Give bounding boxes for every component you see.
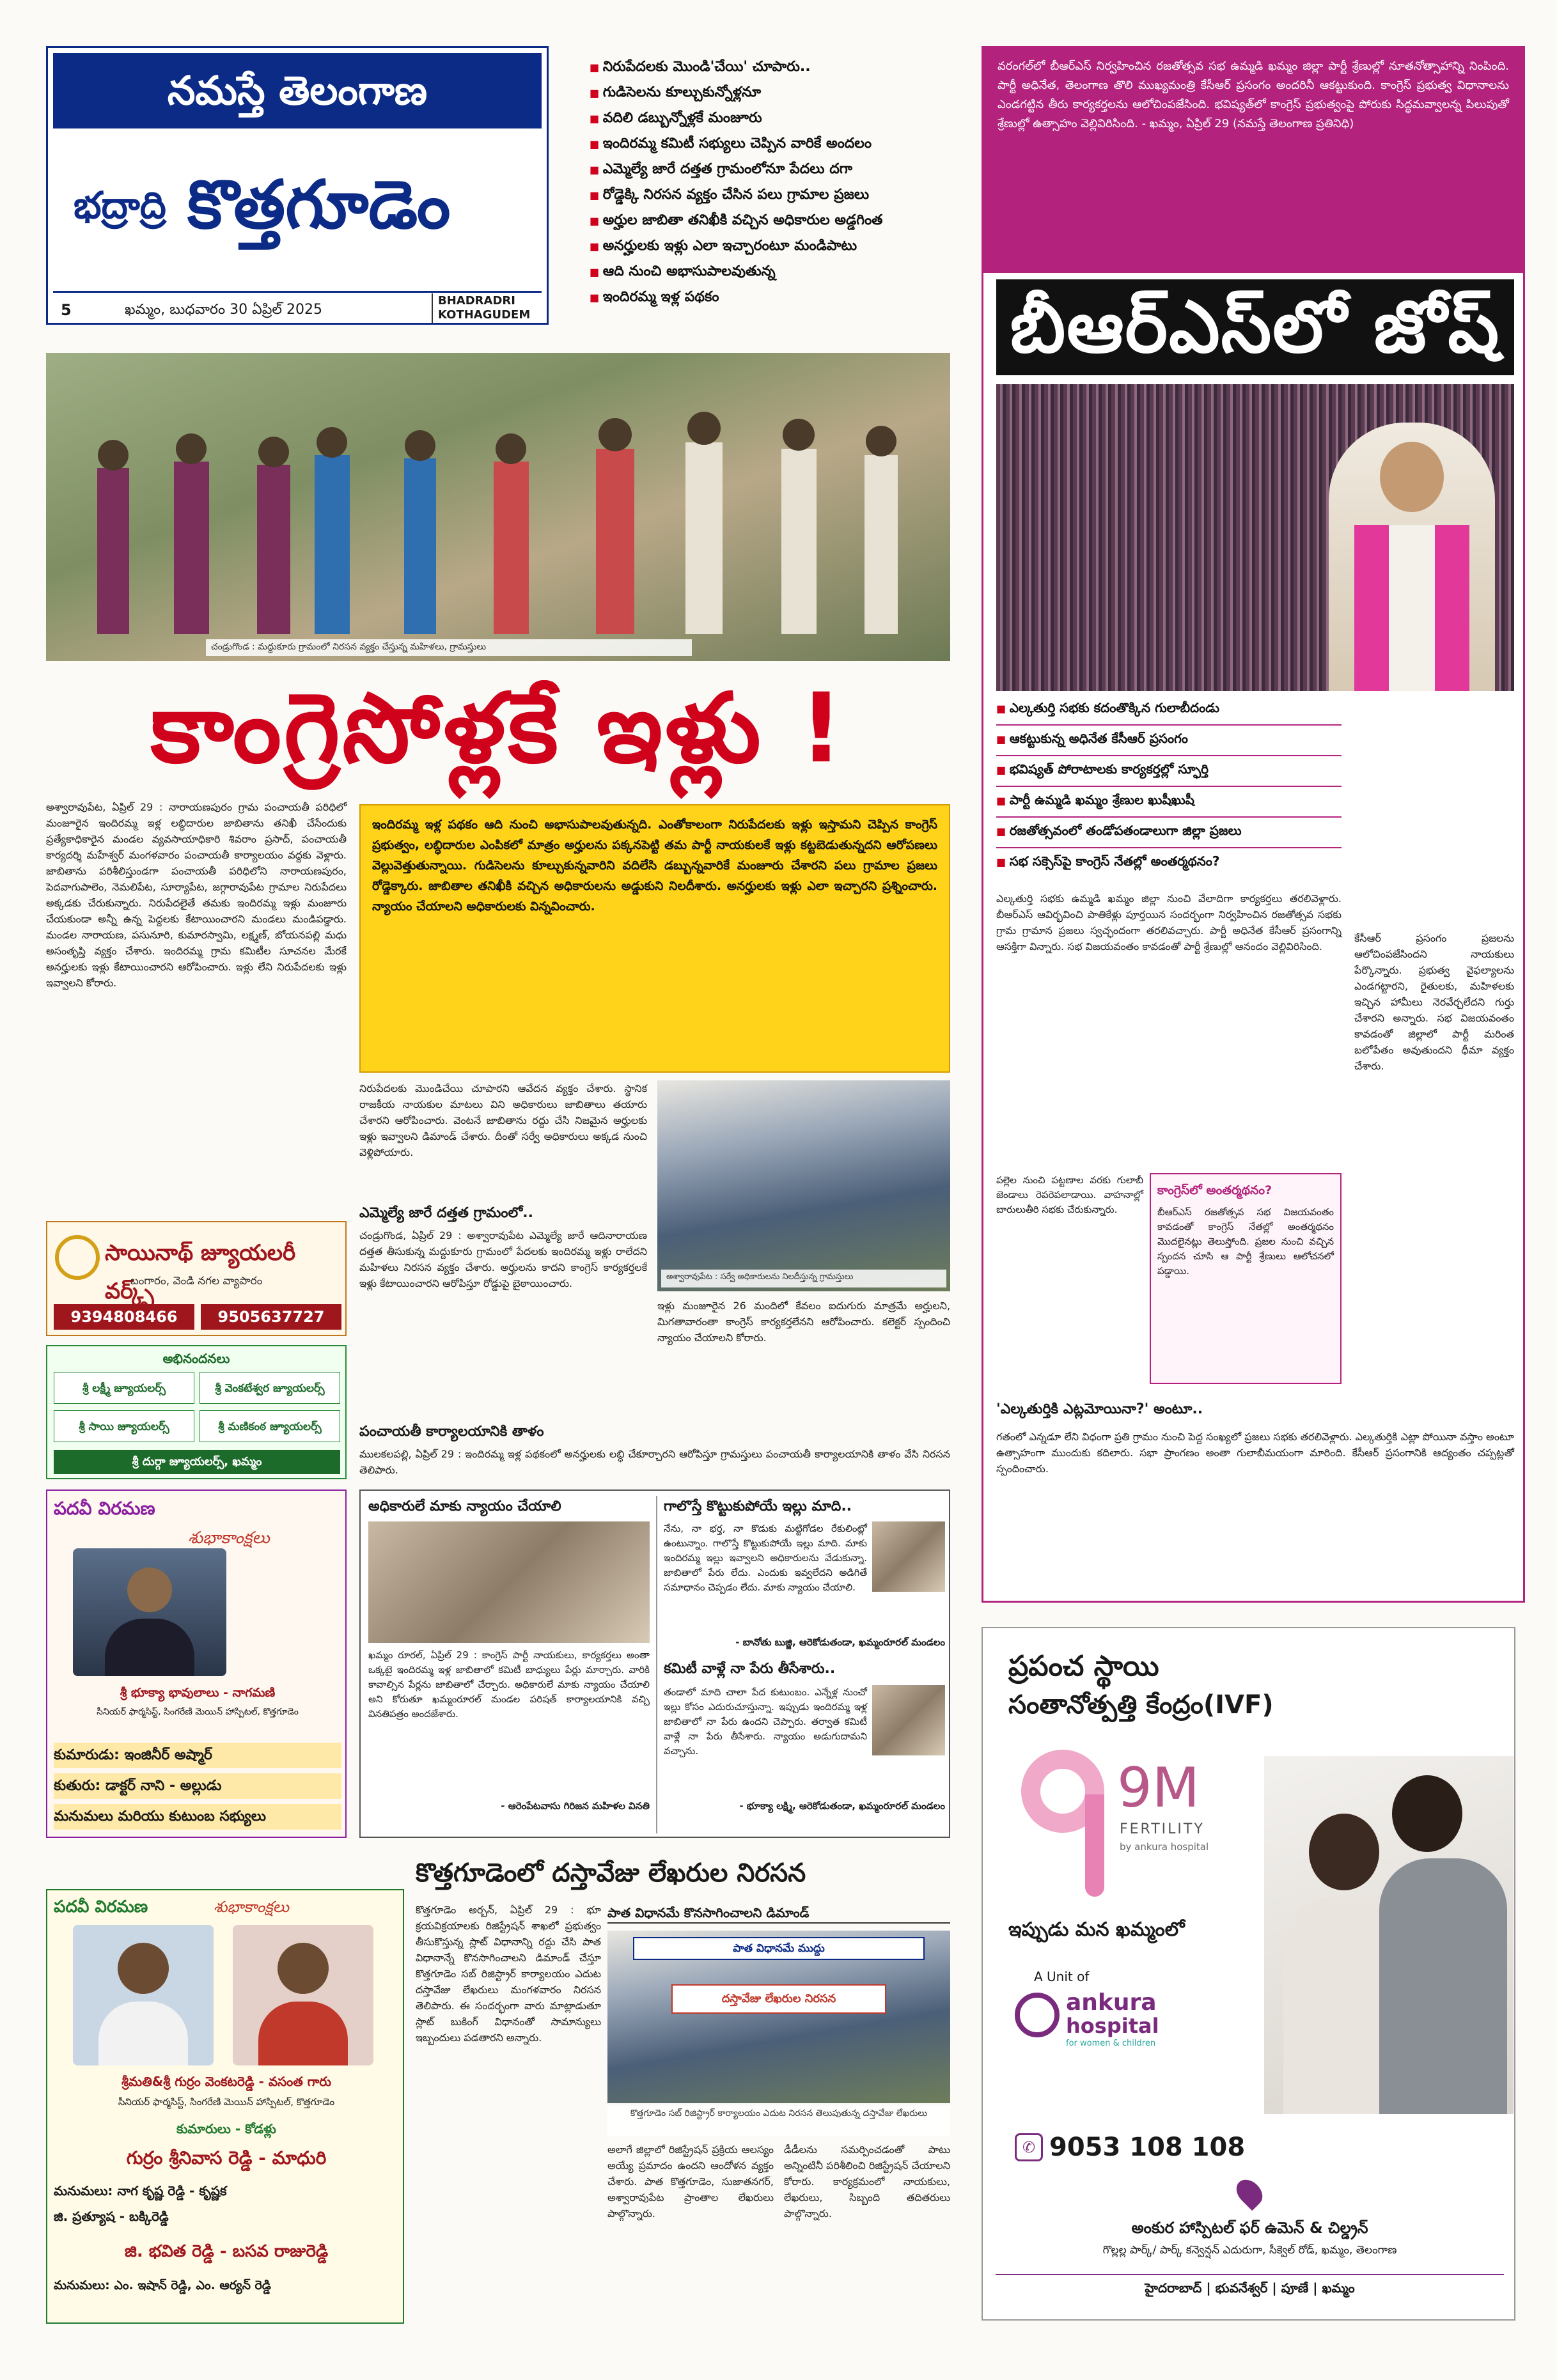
family-grandkids: మనుమలు మరియు కుటుంబ సభ్యులు — [54, 1804, 341, 1830]
jewellery-ad — [46, 1221, 347, 1336]
doc-writers-headline: కొత్తగూడెంలో దస్తావేజు లేఖరుల నిరసన — [416, 1858, 806, 1888]
highlight-item: ■ ఆది నుంచి అభాసుపాలవుతున్న — [590, 261, 948, 286]
brs-point: ■ ఎల్కతుర్తి సభకు కదంతొక్కిన గులాబీదండు — [996, 695, 1342, 726]
page-number: 5 — [61, 301, 72, 319]
story-highlights — [590, 56, 948, 325]
highlight-item: ■ ఇందిరమ్మ కమిటీ సభ్యులు చెప్పిన వారికే అందలం — [590, 133, 948, 159]
rally-photo — [996, 384, 1514, 691]
brs-point: ■ భవిష్యత్ పోరాటాలకు కార్యకర్తల్లో స్ఫూర్తి — [996, 756, 1342, 787]
person-icon — [118, 1943, 169, 1994]
banner-top: పాత విధానమే ముద్దు — [633, 1937, 925, 1960]
greetings-title: అభినందనలు — [162, 1351, 230, 1366]
subhead-panchayat-lock: పంచాయతీ కార్యాలయానికి తాళం — [359, 1424, 544, 1440]
letter-3-sign: - భూక్యా లక్ష్మి, ఆరెకోడుతండా, ఖమ్మంరూరల్ మండలం — [739, 1800, 945, 1812]
letter-2-sign: - బానోతు బుజ్జి, ఆరెకోడుతండా, ఖమ్మంరూరల్ మండలం — [735, 1637, 945, 1648]
brs-intro-text: వరంగల్‌లో బీఆర్‌ఎస్ నిర్వహించిన రజతోత్సవ సభ ఉమ్మడి ఖమ్మం జిల్లా పార్టీ శ్రేణుల్లో నూతనోత్సాహాన్ని నింపింది. పార్టీ అధినేత, తెలంగాణ తొలి ముఖ్యమంత్రి కేసీఆర్ ప్రసంగం అందరినీ ఆకట్టుకుంది. కాంగ్రెస్ ప్రభుత్వ విధానాలను ఎండగట్టిన తీరు కార్యకర్తలను ఆలోచింపజేసింది. భవిష్యత్‌లో కాంగ్రెస్ ప్రభుత్వంపై పోరుకు సిద్ధమవ్వాలన్న పిలుపుతో శ్రేణుల్లో ఉత్సాహం వెల్లివిరిసింది. - ఖమ్మం, ఏప్రిల్ 29 (నమస్తే తెలంగాణ ప్రతినిధి) — [998, 59, 1509, 130]
masthead — [46, 46, 549, 325]
brs-point: ■ సభ సక్సెస్‌పై కాంగ్రెస్ నేతల్లో అంతర్మథనం? — [996, 848, 1342, 878]
ivf-brand-3: by ankura hospital — [1120, 1841, 1209, 1853]
kid-2: మనుమలు: నాగ కృష్ణ రెడ్డి - కృష్ణక — [54, 2183, 227, 2198]
greetings-right-1: శ్రీ వెంకటేశ్వర జ్యూయలర్స్ — [200, 1372, 340, 1404]
letters-box — [359, 1489, 950, 1838]
brs-point: ■ పార్టీ ఉమ్మడి ఖమ్మం శ్రేణుల ఖుషీఖుషీ — [996, 787, 1342, 818]
ivf-hospital-2: hospital — [1066, 2014, 1159, 2038]
brs-headline: బీఆర్‌ఎస్‌లో జోష్ — [996, 279, 1514, 375]
person-body-icon — [105, 1619, 194, 1676]
family-son: కుమారుడు: ఇంజినీర్ అష్మార్ — [54, 1743, 341, 1768]
banner-main: దస్తావేజు లేఖరుల నిరసన — [671, 1984, 886, 2014]
kid-4: జి. భవిత రెడ్డి - బసవ రాజురెడ్డి — [124, 2242, 329, 2261]
highlight-item: ■ నిరుపేదలకు మొండి'చేయి' చూపారు.. — [590, 56, 948, 82]
ivf-hospital-3: for women & children — [1066, 2039, 1156, 2048]
ivf-unit: A Unit of — [1034, 1969, 1090, 1984]
doc-writers-col2: అలాగే జిల్లాలో రిజిస్ట్రేషన్ ప్రక్రియ ఆలస్యం అయ్యే ప్రమాదం ఉందని ఆందోళన వ్యక్తం చేశారు. పాత కొత్తగూడెం, సుజాతనగర్, అశ్వారావుపేట ప్రాంతాల లేఖరులు పాల్గొన్నారు. — [607, 2143, 774, 2220]
family-daughter: కుతురు: డాక్టర్ నాని - అల్లుడు — [54, 1773, 341, 1799]
kid-5: మనుమలు: ఎం. ఇషాన్ రెడ్డి, ఎం. ఆర్యన్ రెడ్డి — [54, 2278, 271, 2292]
main-story-col2: నిరుపేదలకు మొండిచేయి చూపారని ఆవేదన వ్యక్తం చేశారు. స్థానిక రాజకీయ నాయకుల మాటలు విని అధికారులు జాబితాలు తయారు చేశారని ఆరోపించారు. వెంటనే జాబితాను రద్దు చేసి నిజమైన అర్హులకు ఇళ్లు ఇవ్వాలని డిమాండ్ చేశారు. దీంతో సర్వే అధికారులు అక్కడ నుంచి వెళ్లిపోయారు. — [359, 1082, 647, 1158]
letter-1-text: ఖమ్మం రూరల్, ఏప్రిల్ 29 : కాంగ్రెస్ పార్టీ నాయకులు, కార్యకర్తలు అంతా ఒక్కటై ఇందిరమ్మ ఇళ్ల జాబితాలో కమిటీ బాధ్యులు పేర్లు మార్చారు. వారికి కావాల్సిన పేర్లను జాబితాలో చేర్చారు. అధికారులే మాకు న్యాయం చేయాలి అని కోరుతూ ఖమ్మంరూరల్ మండల పరిషత్ కార్యాలయానికి వచ్చి వినతిపత్రం అందజేశారు. — [368, 1649, 650, 1720]
letter-3-photo — [872, 1685, 945, 1755]
ivf-couple-photo — [1264, 1756, 1514, 2114]
letter-1-sign: - ఆరెంపేటవాసు గిరిజన మహిళల వినతి — [501, 1800, 650, 1812]
highlight-item: ■ వదిలి డబ్బున్నోళ్లకే మంజూరు — [590, 107, 948, 133]
ivf-phone: 9053 108 108 — [1049, 2133, 1246, 2162]
kid-3: జి. ప్రత్యూష - బక్కిరెడ్డి — [54, 2209, 169, 2224]
person-body-icon — [258, 2002, 348, 2065]
retirement-ad-2 — [46, 1889, 404, 2324]
yellow-intro-box — [359, 804, 950, 1073]
brs-point: ■ ఆకట్టుకున్న అధినేత కేసీఆర్ ప్రసంగం — [996, 726, 1342, 756]
greetings-right-2: శ్రీ మణికంఠ జ్యూయలర్స్ — [200, 1410, 340, 1442]
letter-2-text: నేను, నా భర్త, నా కొడుకు మట్టిగోడల రేకులింట్లో ఉంటున్నాం. గాలొస్తే కొట్టుకుపోయే ఇల్లు మాది. మాకు ఇందిరమ్మ ఇల్లు ఇవ్వాలని అధికారులను వేడుకున్నా. జాబితాలో పేరు లేదు. ఎందుకు ఇవ్వలేదని అడిగితే సమాధానం చెప్పడం లేదు. మాకు న్యాయం చేయాలి. — [664, 1523, 867, 1593]
retirement-greeting-1: శుభాకాంక్షలు — [188, 1528, 270, 1548]
retiree-desc-1: సీనియర్ ఫార్మసిస్ట్, సింగరేణి మెయిన్ హాస్పిటల్, కొత్తగూడెం — [97, 1707, 299, 1717]
kcr-portrait — [1329, 423, 1495, 691]
highlight-item: ■ గుడిసెలను కూల్చుకున్నోళ్లనూ — [590, 82, 948, 107]
ankura-logo-icon — [1015, 1993, 1060, 2037]
congress-box-text: బీఆర్‌ఎస్ రజతోత్సవ సభ విజయవంతం కావడంతో కాంగ్రెస్ నేతల్లో అంతర్మథనం మొదలైనట్లు తెలుస్తోంది. ప్రజల నుంచి వచ్చిన స్పందన చూసి ఆ పార్టీ శ్రేణులు ఆలోచనలో పడ్డాయి. — [1157, 1206, 1334, 1277]
greetings-left-2: శ్రీ సాయి జ్యూయలర్స్ — [54, 1410, 194, 1442]
retirement-greeting-2: శుభాకాంక్షలు — [214, 1898, 289, 1916]
brs-point: ■ రజతోత్సవంలో తండోపతండాలుగా జిల్లా ప్రజలు — [996, 818, 1342, 848]
newspaper-name: నమస్తే తెలంగాణ — [53, 53, 542, 128]
protest-photo — [46, 353, 950, 661]
pink-scarf — [1354, 525, 1469, 691]
main-story-col3: ఇళ్లు మంజూరైన 26 మందిలో కేవలం ఐదుగురు మాత్రమే అర్హులని, మిగతావారంతా కాంగ్రెస్ కార్యకర్తలేనని ఆరోపించారు. కలెక్టర్ స్పందించి న్యాయం చేయాలని కోరారు. — [657, 1300, 950, 1344]
brs-subhead: 'ఎల్కతుర్తికి ఎట్లమోయినా?' అంటూ.. — [996, 1401, 1203, 1417]
edition-en-1: BHADRADRI — [432, 293, 544, 309]
letter-1-heading: అధికారులే మాకు న్యాయం చేయాలి — [368, 1498, 561, 1514]
ivf-cities: హైదరాబాద్ | భువనేశ్వర్ | పూణే | ఖమ్మం — [996, 2274, 1504, 2299]
highlight-item: ■ ఎమ్మెల్యే జారే దత్తత గ్రామంలోనూ పేదలు దగా — [590, 159, 948, 184]
jewellery-phone-2: 9505637727 — [201, 1304, 341, 1330]
letter-2-heading: గాలొస్తే కొట్టుకుపోయే ఇల్లు మాది.. — [664, 1498, 852, 1514]
ivf-address-1: అంకుర హాస్పిటల్ ఫర్ ఉమెన్ & చిల్డ్రన్ — [1131, 2219, 1368, 2237]
survey-photo — [657, 1080, 950, 1291]
highlight-item: ■ అర్హుల జాబితా తనిఖీకి వచ్చిన అధికారుల అడ్డగింత — [590, 210, 948, 235]
jewellery-phone-1: 9394808466 — [54, 1304, 194, 1330]
doc-writers-photo — [607, 1931, 950, 2103]
main-headline: కాంగ్రెసోళ్లకే ఇళ్లు ! — [150, 673, 846, 784]
edition-en-2: KOTHAGUDEM — [432, 307, 544, 323]
brs-body-3: గతంలో ఎన్నడూ లేని విధంగా ప్రతి గ్రామం నుంచి పెద్ద సంఖ్యలో ప్రజలు సభకు తరలివెళ్లారు. ఎల్కతుర్తికి ఎట్లా పోయినా వస్తాం అంటూ ఉత్సాహంగా ముందుకు కదిలారు. సభా ప్రాంగణం అంతా గులాబీమయంగా మారింది. కేసీఆర్ ప్రసంగానికి ఆద్యంతం చప్పట్లతో స్పందించారు. — [996, 1431, 1514, 1475]
highlight-item: ■ ఇందిరమ్మ ఇళ్ల పథకం — [590, 286, 948, 312]
kid-1: గుర్రం శ్రీనివాస రెడ్డి - మాధురి — [126, 2147, 327, 2168]
retirement-ad-1 — [46, 1489, 347, 1838]
letter-3-heading: కమిటీ వాళ్లే నా పేరు తీసేశారు.. — [664, 1661, 836, 1677]
person-icon — [278, 1943, 329, 1994]
letter-2-photo — [872, 1521, 945, 1592]
brs-intro-box — [983, 48, 1523, 273]
brs-body-1b: పల్లెల నుంచి పట్టణాల వరకు గులాబీ జెండాలు రెపరెపలాడాయి. వాహనాల్లో బారులుతీరి సభకు చేరుకున్నారు. — [996, 1174, 1143, 1215]
people-figures — [46, 353, 950, 661]
person-body-icon — [1379, 1858, 1507, 2114]
ivf-brand-2: FERTILITY — [1120, 1821, 1205, 1837]
highlight-item: ■ అనర్హులకు ఇళ్లు ఎలా ఇచ్చారంటూ మండిపాటు — [590, 235, 948, 261]
person-icon — [1392, 1775, 1462, 1852]
retiree-name-1: శ్రీ భూక్యా భావులాలు - నాగమణి — [120, 1686, 276, 1700]
retirement-title-2: పదవీ విరమణ — [54, 1897, 148, 1917]
brs-section — [982, 46, 1525, 1603]
letter-divider — [656, 1496, 657, 1833]
doc-writers-photo-caption: కొత్తగూడెం సబ్ రిజిస్ట్రార్ కార్యాలయం ఎదుట నిరసన తెలుపుతున్న దస్తావేజు లేఖరులు — [607, 2106, 950, 2136]
edition-title: కొత్తగూడెం — [187, 166, 451, 244]
greetings-bottom: శ్రీ దుర్గా జ్యూయలర్స్, ఖమ్మం — [54, 1450, 340, 1474]
brs-points — [996, 695, 1342, 880]
congress-box-title: కాంగ్రెస్‌లో అంతర్మథనం? — [1157, 1183, 1272, 1197]
masthead-rule — [53, 291, 542, 293]
congress-box — [1150, 1173, 1342, 1384]
person-icon — [1309, 1814, 1379, 1890]
main-story-col1: అశ్వారావుపేట, ఏప్రిల్ 29 : నారాయణపురం గ్రామ పంచాయతీ పరిధిలో మంజూరైన ఇందిరమ్మ ఇళ్ల లబ్ధిదారుల జాబితాను తనిఖీ చేసేందుకు ప్రత్యేకాధికారైన మండల వ్యవసాయాధికారి శివరాం ప్రసాద్, పంచాయతీ కార్యదర్శి మహేశ్వర్ మంగళవారం పంచాయతీ కార్యాలయం వద్దకు వెళ్లారు. జాబితాను పరిశీలిస్తుండగా పంచాయతీ పరిధిలోని నారాయణపురం, పెదవాగుపాలెం, నెమలిపేట, సూర్యాపేట, జగ్గారావుపేట గ్రామాల నిరుపేదలు అక్కడకు చేరుకున్నారు. నిరుపేదలైతే తమకు ఇందిరమ్మ ఇళ్లు మంజూరు చేయకుండా అన్నీ ఉన్న పెద్దలకు కేటాయించారని మండలు మండిపడ్డారు. మండల నారాయణ, పసునూరి, కుమారస్వామి, లక్ష్మణ్, బోయనపల్లి మధు అసంతృప్తి వ్యక్తం చేశారు. ఇందిరమ్మ గ్రామ కమిటీల సూచనల మేరకే అనర్హులకు ఇళ్లు కేటాయించారని ఆరోపించారు. ఇళ్లు లేని నిరుపేదలకు ఇళ్లు ఇవ్వాలని కోరారు. — [46, 801, 347, 989]
portrait-photo-1 — [73, 1548, 226, 1676]
subhead-mla-village: ఎమ్మెల్యే జారే దత్తత గ్రామంలో.. — [359, 1205, 533, 1221]
person-icon — [1380, 442, 1444, 512]
ivf-title-2: సంతానోత్పత్తి కేంద్రం(IVF) — [1008, 1690, 1274, 1720]
ivf-hospital-1: ankura — [1066, 1989, 1157, 2016]
retiree-name-2: శ్రీమతి&శ్రీ గుర్రం వెంకటరెడ్డి - వసంత గారు — [121, 2074, 331, 2089]
letter-3-text: తండాలో మాది చాలా పేద కుటుంబం. ఎన్నేళ్ల నుంచో ఇల్లు కోసం ఎదురుచూస్తున్నా. ఇప్పుడు ఇందిరమ్మ ఇళ్ల జాబితాలో నా పేరు ఉందని చెప్పారు. తర్వాత కమిటీ వాళ్లే నా పేరు తీసేశారు. న్యాయం అడుగుదామని వచ్చాను. — [664, 1686, 867, 1757]
logo-stem-icon — [1085, 1794, 1104, 1897]
main-story-col2b: చండ్రుగొండ, ఏప్రిల్ 29 : అశ్వారావుపేట ఎమ్మెల్యే జారే ఆదినారాయణ దత్తత తీసుకున్న మద్దుకూరు గ్రామంలో పేదలకు ఇందిరమ్మ ఇళ్లు రాలేదని మహిళలు నిరసన వ్యక్తం చేశారు. అర్హులను కాదని కాంగ్రెస్ కార్యకర్తలకే ఇళ్లు కేటాయించారని ఆరోపిస్తూ రోడ్డుపై బైఠాయించారు. — [359, 1229, 647, 1289]
jewellery-name: సాయినాథ్ జ్యూయలరీ వర్క్స్ — [105, 1240, 296, 1304]
brs-body-2: కేసీఆర్ ప్రసంగం ప్రజలను ఆలోచింపజేసిందని నాయకులు పేర్కొన్నారు. ప్రభుత్వ వైఫల్యాలను ఎండగట్టారని, రైతులకు, మహిళలకు ఇచ్చిన హామీలు నెరవేర్చలేదని గుర్తు చేశారని అన్నారు. సభ విజయవంతం కావడంతో జిల్లాలో పార్టీ మరింత బలోపేతం అవుతుందని ధీమా వ్యక్తం చేశారు. — [1354, 932, 1514, 1072]
ring-icon — [55, 1235, 100, 1280]
retiree-desc-2: సీనియర్ ఫార్మసిస్ట్, సింగరేణి మెయిన్ హాస్పిటల్, కొత్తగూడెం — [118, 2096, 335, 2108]
doc-writers-col3: డీడీలను సమర్పించడంతో పాటు అన్నింటినీ పరిశీలించి రిజిస్ట్రేషన్ చేయాలని కోరారు. కార్యక్రమంలో నాయకులు, లేఖరులు, సిబ్బంది తదితరులు పాల్గొన్నారు. — [784, 2143, 950, 2220]
ivf-logo-mark — [1008, 1743, 1117, 1903]
ivf-ad — [982, 1627, 1515, 2321]
retirement-title-1: పదవీ విరమణ — [54, 1498, 155, 1519]
doc-writers-subhead: పాత విధానమే కొనసాగించాలని డిమాండ్ — [607, 1902, 950, 1924]
greetings-ad — [46, 1345, 347, 1479]
ivf-brand: 9M — [1117, 1756, 1200, 1820]
portrait-photo-2b — [233, 1925, 373, 2065]
kids-label: కుమారులు - కోడళ్లు — [176, 2121, 276, 2136]
ivf-title-1: ప్రపంచ స్థాయి — [1008, 1650, 1159, 1683]
portrait-photo-2a — [73, 1925, 214, 2065]
ivf-address-2: గొల్లల్ల పార్క్/ పార్క్ కన్వెన్షన్ ఎదురుగా, సీక్వెల్ రోడ్, ఖమ్మం, తెలంగాణ — [1102, 2244, 1397, 2257]
greetings-left-1: శ్రీ లక్ష్మీ జ్యూయలర్స్ — [54, 1372, 194, 1404]
survey-photo-caption: అశ్వారావుపేట : సర్వే అధికారులను నిలదీస్తున్న గ్రామస్తులు — [661, 1270, 946, 1287]
jewellery-tagline: బంగారం, వెండి నగల వ్యాపారం — [130, 1275, 263, 1287]
issue-date: ఖమ్మం, బుధవారం 30 ఏప్రిల్ 2025 — [125, 302, 322, 318]
phone-icon: ✆ — [1015, 2133, 1043, 2161]
highlight-item: ■ రోడ్డెక్కి నిరసన వ్యక్తం చేసిన పలు గ్రామాల ప్రజలు — [590, 184, 948, 210]
brs-body-1: ఎల్కతుర్తి సభకు ఉమ్మడి ఖమ్మం జిల్లా నుంచి వేలాదిగా కార్యకర్తలు తరలివెళ్లారు. బీఆర్‌ఎస్ ఆవిర్భవించి పాతికేళ్లు పూర్తయిన సందర్భంగా నిర్వహించిన రజతోత్సవ సభకు గ్రామ గ్రామాన ప్రజలు స్వచ్ఛందంగా తరలివచ్చారు. పార్టీ అధినేత కేసీఆర్ ప్రసంగాన్ని ఆసక్తిగా విన్నారు. సభ విజయవంతం కావడంతో పార్టీ శ్రేణుల్లో ఆనందం వెల్లివిరిసింది. — [996, 892, 1342, 953]
photo-caption: చండ్రుగొండ : మద్దుకూరు గ్రామంలో నిరసన వ్యక్తం చేస్తున్న మహిళలు, గ్రామస్తులు — [206, 639, 692, 656]
edition-prefix: భద్రాద్రి — [74, 183, 166, 227]
main-story-col2c: ములకలపల్లి, ఏప్రిల్ 29 : ఇందిరమ్మ ఇళ్ల పథకంలో అనర్హులకు లబ్ధి చేకూర్చారని ఆరోపిస్తూ గ్రామస్తులు పంచాయతీ కార్యాలయానికి తాళం వేసి నిరసన తెలిపారు. — [359, 1448, 950, 1476]
person-icon — [127, 1567, 172, 1612]
person-body-icon — [98, 2002, 188, 2065]
intro-text: ఇందిరమ్మ ఇళ్ల పథకం ఆది నుంచి అభాసుపాలవుతున్నది. ఎంతోకాలంగా నిరుపేదలకు ఇళ్లు ఇస్తామని చెప్పిన కాంగ్రెస్ ప్రభుత్వం, లబ్ధిదారుల ఎంపికలో మాత్రం అర్హులను పక్కనపెట్టి తమ పార్టీ నాయకులకే ఇళ్లు కట్టబెడుతున్నదని ఆరోపణలు వెల్లువెత్తుతున్నాయి. గుడిసెలను కూల్చుకున్నవారిని వదిలేసి డబ్బున్నవారికే మంజూరు చేశారని పలు గ్రామాల ప్రజలు రోడ్డెక్కారు. జాబితాల తనిఖీకి వచ్చిన అధికారులను అడ్డుకుని నిలదీశారు. అనర్హులకు ఇళ్లు ఎలా ఇచ్చారని ప్రశ్నించారు. న్యాయం చేయాలని అధికారులకు విన్నవించారు. — [372, 818, 937, 914]
location-pin-icon — [1232, 2175, 1268, 2211]
ivf-now-khammam: ఇప్పుడు మన ఖమ్మంలో — [1008, 1918, 1185, 1941]
doc-writers-col1: కొత్తగూడెం అర్బన్, ఏప్రిల్ 29 : భూ క్రయవిక్రయాలకు రిజిస్ట్రేషన్ శాఖలో ప్రభుత్వం తీసుకొస్తున్న స్లాట్ విధానాన్ని రద్దు చేసి పాత విధానాన్నే కొనసాగించాలని డిమాండ్ చేస్తూ కొత్తగూడెం సబ్ రిజిస్ట్రార్ కార్యాలయం ఎదుట దస్తావేజు లేఖరులు మంగళవారం నిరసన తెలిపారు. ఈ సందర్భంగా వారు మాట్లాడుతూ స్లాట్ బుకింగ్ విధానంతో సామాన్యులు ఇబ్బందులు పడతారని అన్నారు. — [416, 1904, 601, 2044]
letter-1-photo — [368, 1521, 650, 1643]
